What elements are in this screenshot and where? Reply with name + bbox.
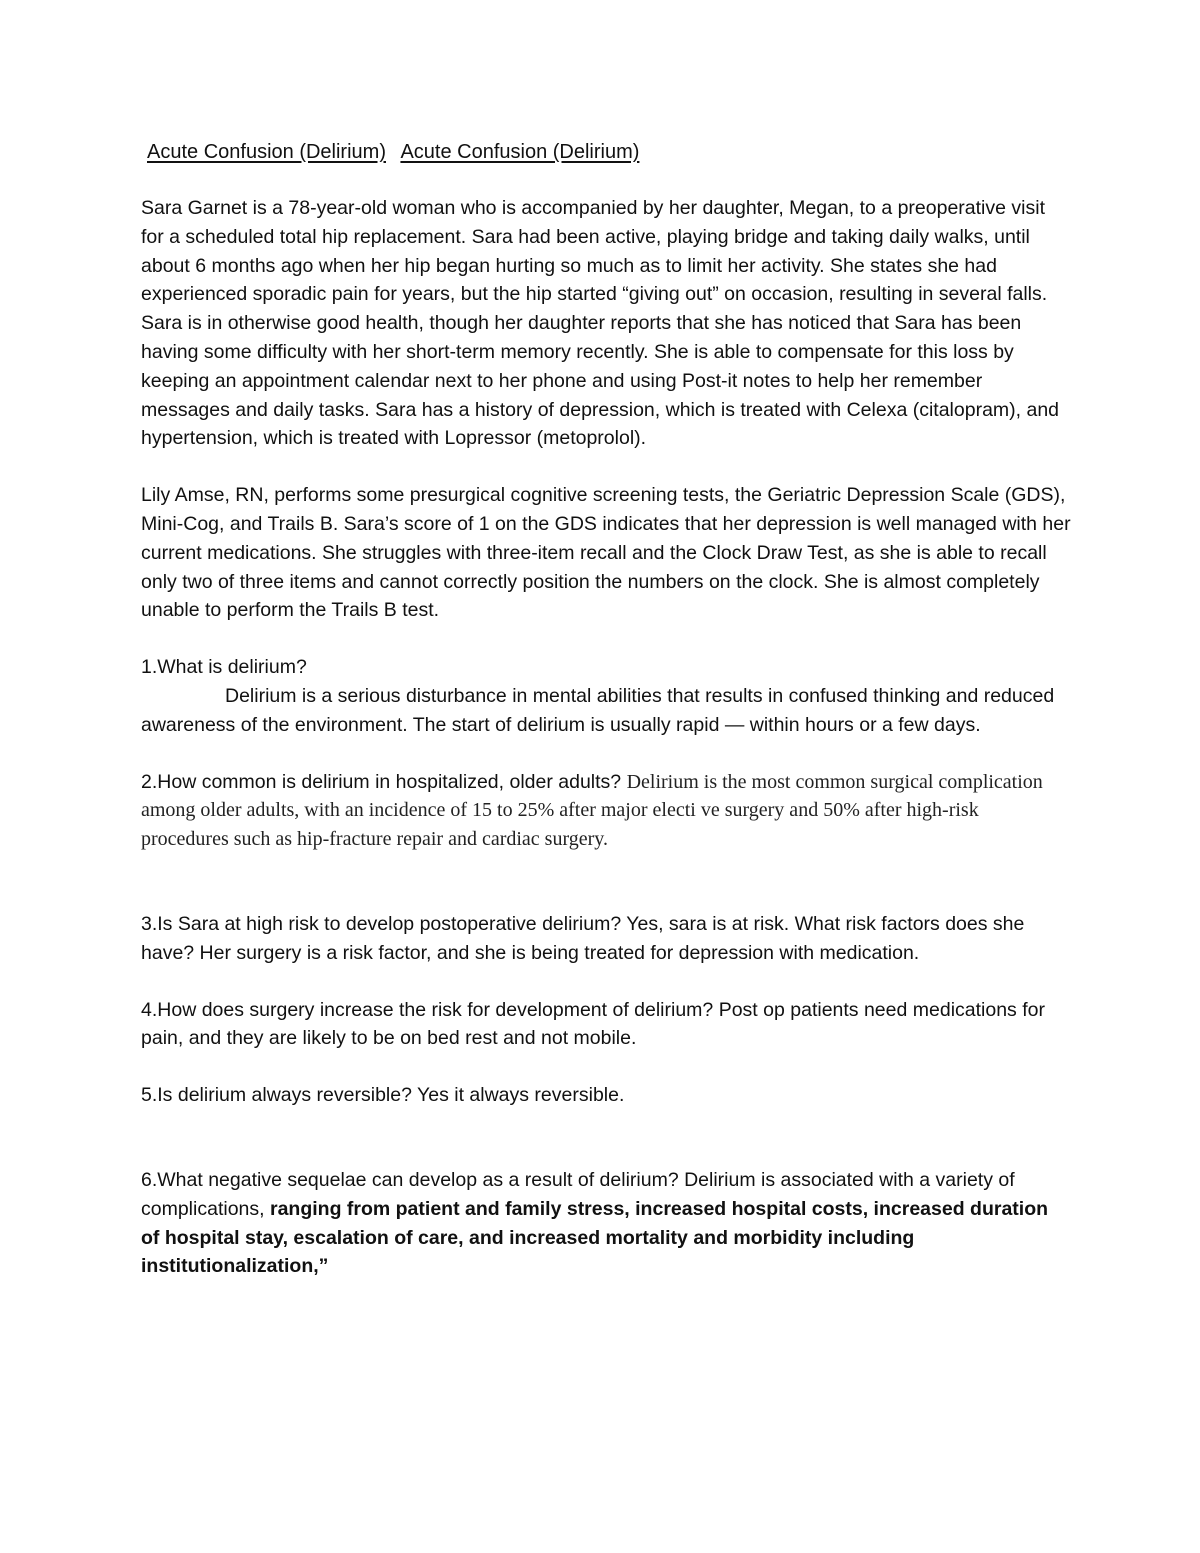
case-paragraph-2: Lily Amse, RN, performs some presurgical cognitive screening tests, the Geriatric Depression Scale (GDS), Mini-Cog, and Trails B. Sara’s score of 1 on the GDS indicates that her depression is well managed with her current medications. She struggles with three-item recall and the Clock Draw Test, as she is able to recall only two of three items and cannot correctly position the numbers on the clock. She is almost completely unable to perform the Trails B test. [141,484,1071,622]
question-6: 6.What negative sequelae can develop as a result of delirium? [141,1168,679,1191]
answer-1 [141,682,1071,740]
question-5-block [141,1081,1071,1110]
question-3: 3.Is Sara at high risk to develop postoperative delirium? [141,912,622,935]
question-2-block [141,768,1071,854]
document-page [141,138,1071,1309]
answer-6-bold: ranging from patient and family stress, increased hospital costs, increased duration of hospital stay, escalation of care, and increased mortality and morbidity including institutionalization,” [141,1197,1049,1278]
question-4-block [141,996,1071,1054]
question-1-block [141,653,1071,739]
question-1: 1.What is delirium? [141,656,307,679]
answer-3: Yes, sara is at risk. What risk factors does she have? Her surgery is a risk factor, and she is being treated for depression with medication. [141,912,1025,964]
title-part-2: Acute Confusion (Delirium) [400,141,640,163]
answer-4: Post op patients need medications for pain, and they are likely to be on bed rest and not mobile. [141,998,1045,1050]
question-4: 4.How does surgery increase the risk for development of delirium? [141,998,714,1021]
document-title [147,138,1071,166]
answer-1-text: Delirium is a serious disturbance in mental abilities that results in confused thinking and reduced awareness of the environment. The start of delirium is usually rapid — within hours or a few days. [141,684,1055,736]
answer-6-plain: Delirium is associated with a variety of complications, [141,1168,1015,1220]
answer-2: Delirium is the most common surgical complication among older adults, with an incidence of 15 to 25% after major electi ve surgery and 50% after high-risk procedures such as hip-fracture repair and cardiac surgery. [141,770,1043,851]
question-5: 5.Is delirium always reversible? [141,1084,412,1107]
question-2: 2.How common is delirium in hospitalized, older adults? [141,770,622,793]
title-part-1: Acute Confusion (Delirium) [147,141,386,163]
case-paragraph-1: Sara Garnet is a 78-year-old woman who is accompanied by her daughter, Megan, to a preoperative visit for a scheduled total hip replacement. Sara had been active, playing bridge and taking daily walks, until about 6 months ago when her hip began hurting so much as to limit her activity. She states she had experienced sporadic pain for years, but the hip started “giving out” on occasion, resulting in several falls. Sara is in otherwise good health, though her daughter reports that she has noticed that Sara has been having some difficulty with her short-term memory recently. She is able to compensate for this loss by keeping an appointment calendar next to her phone and using Post-it notes to help her remember messages and daily tasks. Sara has a history of depression, which is treated with Celexa (citalopram), and hypertension, which is treated with Lopressor (metoprolol). [141,197,1060,450]
answer-5: Yes it always reversible. [417,1084,625,1107]
question-3-block [141,910,1071,968]
question-6-block [141,1166,1071,1281]
